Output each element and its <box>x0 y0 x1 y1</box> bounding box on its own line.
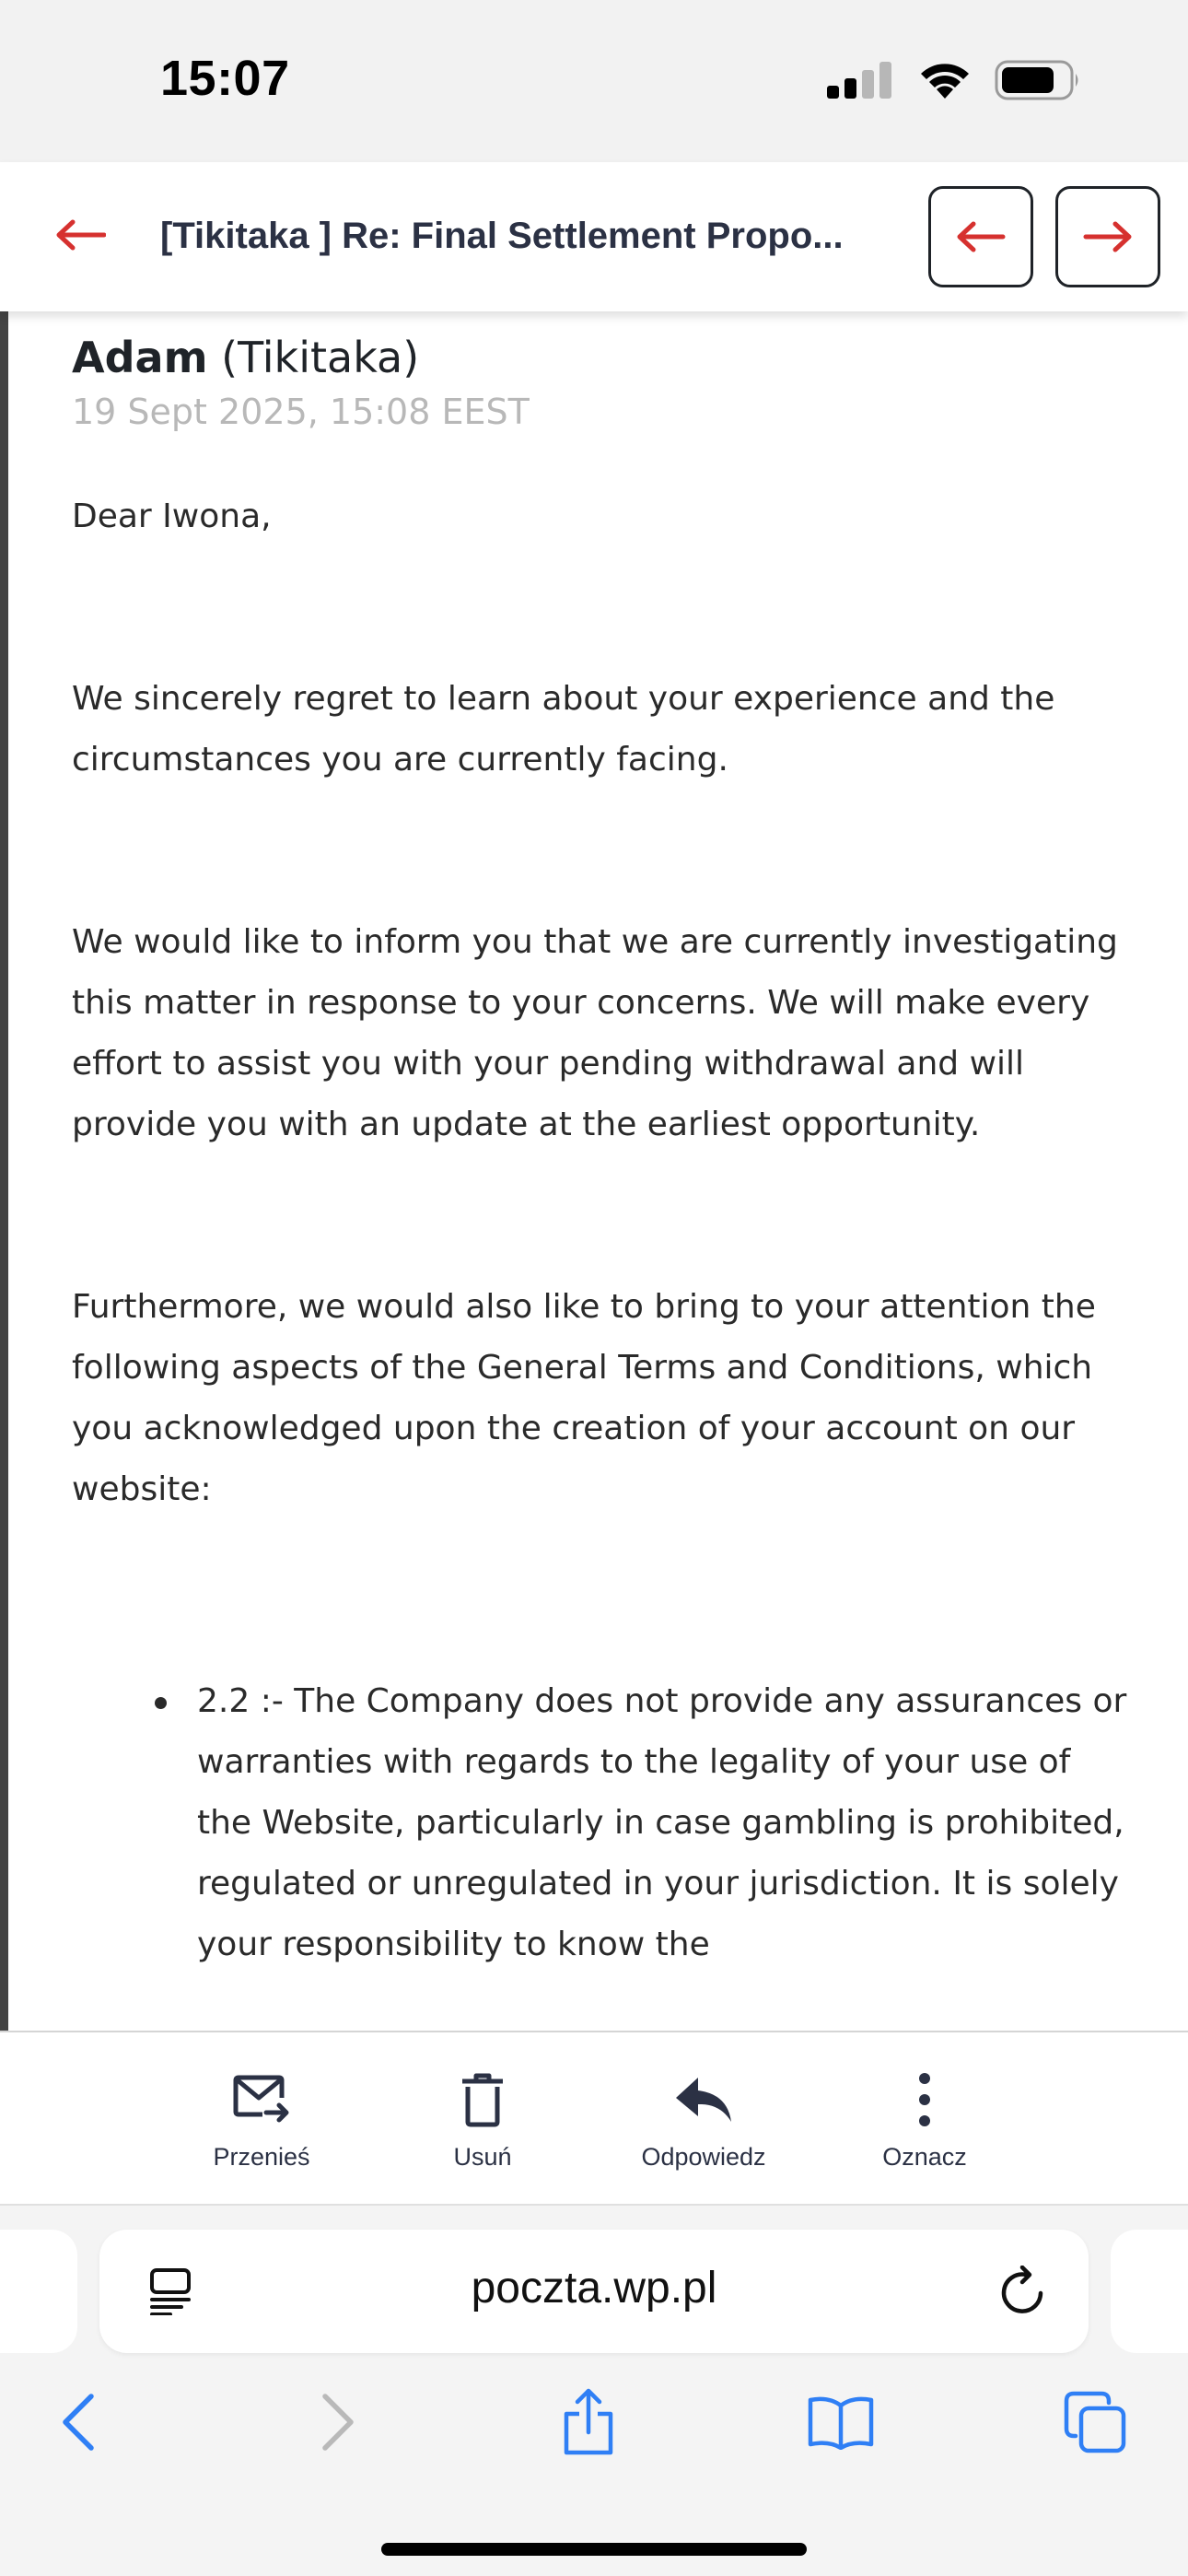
email-subject: [Tikitaka ] Re: Final Settlement Propo... <box>160 216 844 256</box>
sender <box>72 330 1131 385</box>
email-body[interactable] <box>0 311 1188 2031</box>
quote-rule <box>0 311 8 2031</box>
chevron-left-icon <box>60 2393 97 2452</box>
tabs-button[interactable] <box>1054 2381 1136 2464</box>
list-item: 2.2 :- The Company does not provide any assurances or warranties with regards to the legality of your use of the Website, particularly in case gambling is prohibited, regulated or unregulated in your jurisdiction. It is solely your responsibility to know the <box>197 1671 1131 1975</box>
reload-button[interactable] <box>995 2263 1052 2320</box>
address-bar[interactable] <box>99 2230 1089 2353</box>
move-label: Przenieś <box>213 2143 310 2171</box>
mark-button[interactable] <box>833 2067 1017 2172</box>
book-icon <box>807 2395 875 2450</box>
left-arrow-icon <box>54 218 106 252</box>
chevron-right-icon <box>320 2393 356 2452</box>
terms-list <box>72 1671 1131 1975</box>
left-arrow-icon <box>955 220 1007 253</box>
sender-org: (Tikitaka) <box>221 333 420 382</box>
cellular-signal-icon <box>827 62 895 99</box>
wifi-icon <box>917 60 973 100</box>
bookmarks-button[interactable] <box>799 2381 882 2464</box>
email-greeting: Dear Iwona, <box>72 498 272 535</box>
delete-button[interactable] <box>390 2067 575 2172</box>
previous-tab-preview[interactable] <box>0 2230 77 2353</box>
reply-label: Odpowiedz <box>641 2143 766 2171</box>
status-time: 15:07 <box>160 51 290 106</box>
browser-chrome <box>0 2206 1188 2576</box>
tabs-icon <box>1063 2390 1127 2454</box>
trash-icon <box>460 2072 506 2127</box>
reply-button[interactable] <box>611 2067 796 2172</box>
reply-icon <box>674 2076 733 2124</box>
share-icon <box>561 2388 616 2456</box>
email-paragraph: Furthermore, we would also like to bring to your attention the following aspects of the General Terms and Conditions, which you acknowledged upon the creation of your account on our website: <box>72 1288 1096 1508</box>
email-content <box>72 311 1131 1975</box>
share-button[interactable] <box>547 2381 630 2464</box>
back-button[interactable] <box>48 203 112 267</box>
mark-label: Oznacz <box>882 2143 967 2171</box>
delete-label: Usuń <box>453 2143 512 2171</box>
right-arrow-icon <box>1082 220 1134 253</box>
url-text[interactable]: poczta.wp.pl <box>471 2264 717 2313</box>
browser-back-button[interactable] <box>37 2381 120 2464</box>
browser-forward-button[interactable] <box>297 2381 379 2464</box>
status-bar <box>0 0 1188 162</box>
next-email-button[interactable] <box>1055 186 1160 287</box>
reload-icon <box>998 2266 1048 2317</box>
status-icons <box>827 57 1081 103</box>
email-action-bar <box>0 2031 1188 2206</box>
battery-icon <box>995 60 1081 100</box>
previous-email-button[interactable] <box>928 186 1033 287</box>
mail-header <box>0 162 1188 311</box>
home-indicator[interactable] <box>381 2543 807 2556</box>
sender-name: Adam <box>72 333 208 382</box>
browser-toolbar <box>0 2381 1188 2464</box>
next-tab-preview[interactable] <box>1111 2230 1188 2353</box>
envelope-move-icon <box>233 2074 290 2125</box>
email-paragraph: We sincerely regret to learn about your experience and the circumstances you are currently facing. <box>72 680 1055 779</box>
email-paragraph: We would like to inform you that we are currently investigating this matter in response to your concerns. We will make every effort to assist you with your pending withdrawal and will provide you with an update at the earliest opportunity. <box>72 923 1118 1143</box>
more-vertical-icon <box>915 2071 934 2128</box>
email-date: 19 Sept 2025, 15:08 EEST <box>72 392 530 432</box>
move-button[interactable] <box>169 2067 354 2172</box>
